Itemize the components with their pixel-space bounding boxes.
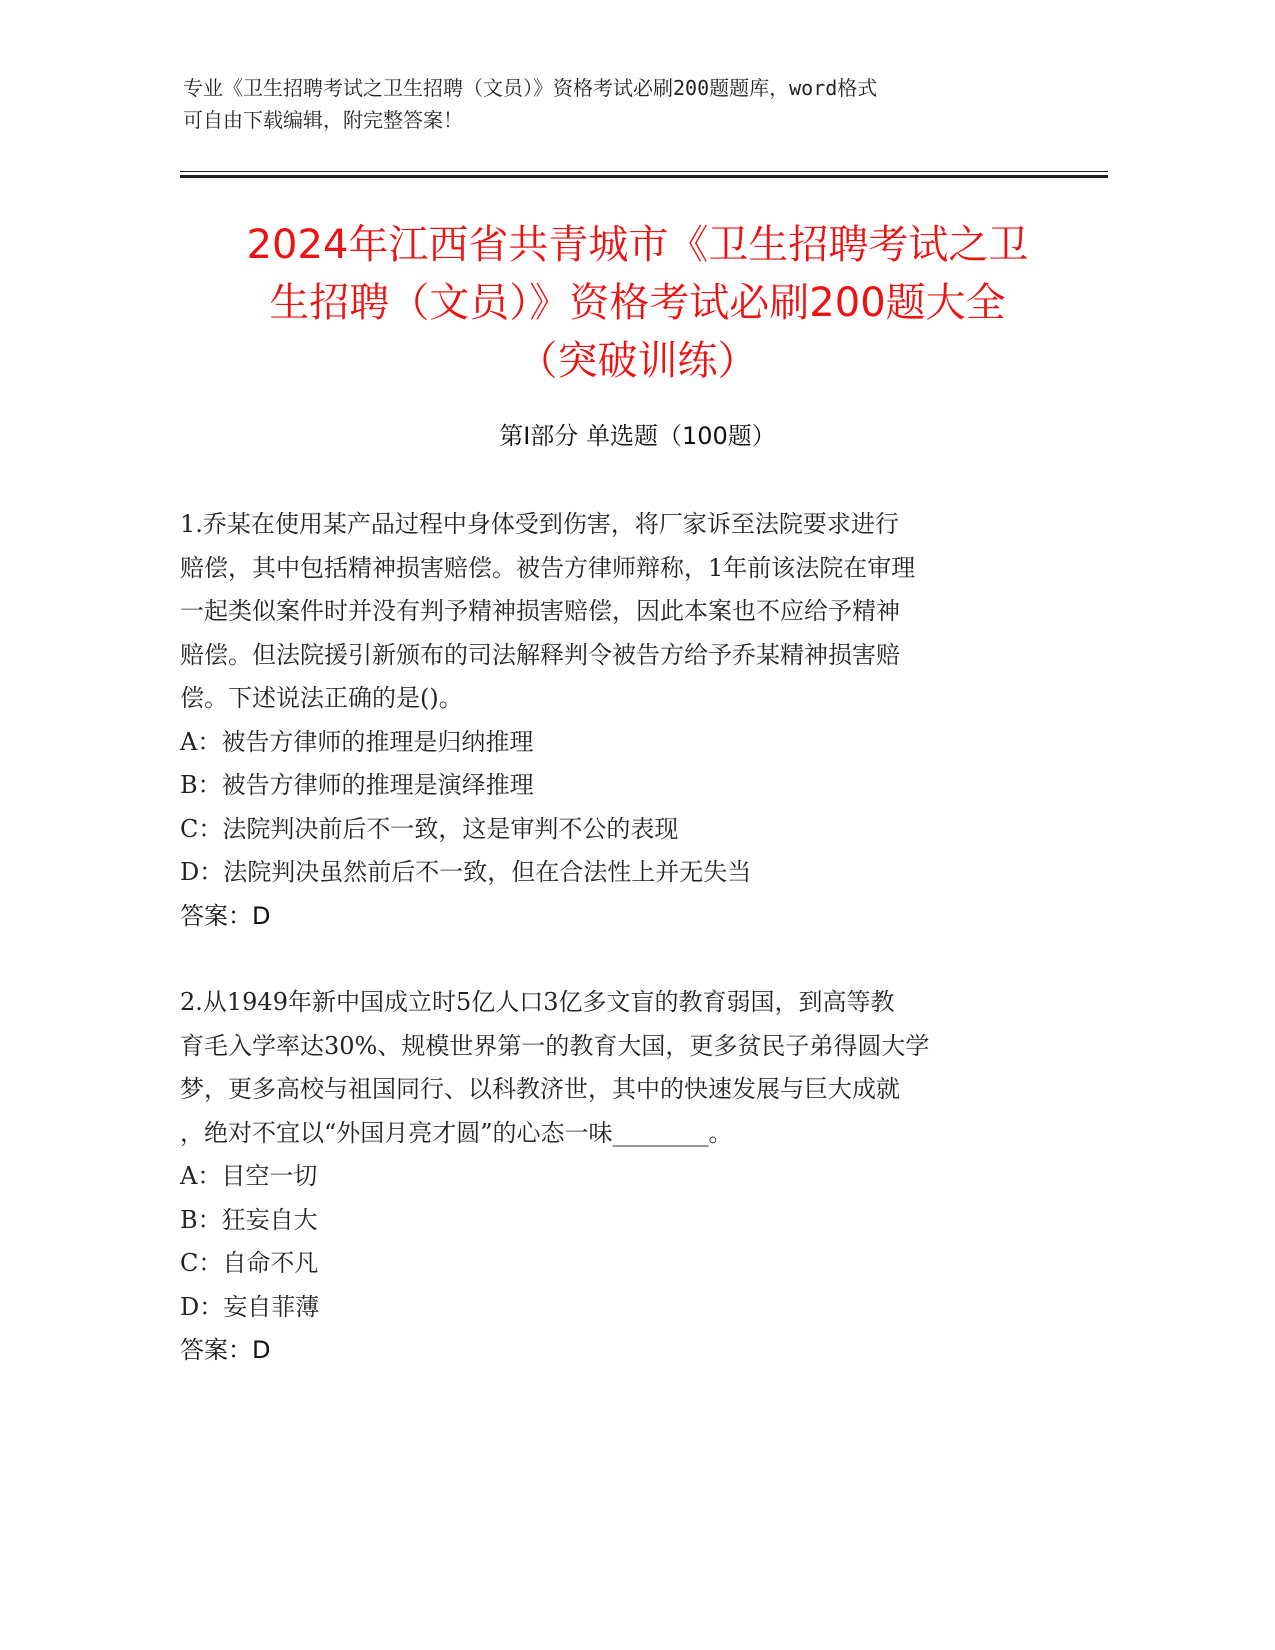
title-line: 生招聘（文员）》资格考试必刷200题大全 (269, 280, 1006, 326)
header-note-line: 专业《卫生招聘考试之卫生招聘（文员）》资格考试必刷200题题库，word格式 (183, 76, 878, 100)
option-a: A：被告方律师的推理是归纳推理 (180, 727, 534, 756)
question-stem-line: 一起类似案件时并没有判予精神损害赔偿，因此本案也不应给予精神 (180, 597, 900, 625)
option-d: D：法院判决虽然前后不一致，但在合法性上并无失当 (180, 858, 752, 886)
header-divider-thin (180, 171, 1108, 172)
question-stem-line: 2.从1949年新中国成立时5亿人口3亿多文盲的教育弱国，到高等教 (180, 988, 895, 1016)
question-stem-line: 育毛入学率达30%、规模世界第一的教育大国，更多贫民子弟得圆大学 (180, 1031, 930, 1060)
title-line: 2024年江西省共青城市《卫生招聘考试之卫 (246, 222, 1029, 268)
section-heading: 第Ⅰ部分 单选题（100题） (499, 422, 776, 450)
question-stem-line: 赔偿。但法院援引新颁布的司法解释判令被告方给予乔某精神损害赔 (180, 640, 900, 669)
option-c: C：法院判决前后不一致，这是审判不公的表现 (180, 814, 679, 843)
option-c: C：自命不凡 (180, 1249, 319, 1277)
option-b: B：被告方律师的推理是演绎推理 (180, 771, 534, 799)
option-b: B：狂妄自大 (180, 1205, 318, 1234)
option-a: A：目空一切 (180, 1162, 318, 1190)
question-2 (180, 981, 1060, 1373)
question-stem-line: 赔偿，其中包括精神损害赔偿。被告方律师辩称，1年前该法院在审理 (180, 553, 916, 582)
header-divider-thick (180, 175, 1108, 178)
question-stem-line: 偿。下述说法正确的是()。 (180, 684, 463, 712)
option-d: D：妄自菲薄 (180, 1292, 320, 1321)
question-stem-line: 梦，更多高校与祖国同行、以科教济世，其中的快速发展与巨大成就 (180, 1075, 900, 1103)
title-line: （突破训练） (517, 338, 758, 384)
question-stem-line: ，绝对不宜以“外国月亮才圆”的心态一味________。 (180, 1118, 733, 1147)
header-note (183, 72, 1063, 136)
answer-label: 答案：D (180, 1336, 271, 1364)
page-title (150, 216, 1125, 390)
header-note-line: 可自由下载编辑，附完整答案！ (183, 108, 463, 132)
question-1 (180, 503, 1060, 938)
answer-label: 答案：D (180, 901, 271, 930)
question-stem-line: 1.乔某在使用某产品过程中身体受到伤害，将厂家诉至法院要求进行 (180, 510, 899, 538)
